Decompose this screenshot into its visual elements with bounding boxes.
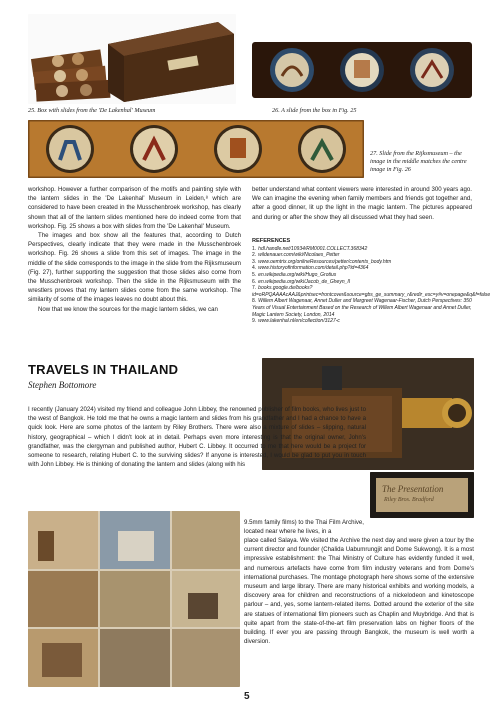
reference-item: 7. books.google.de/books?id=oRPQAAAAcAAJ&printsec=frontcover&source=gbs_ge_summary_r&redir_esc=y#v=onepage&q&f=false — [252, 285, 491, 298]
article1-column-right — [252, 185, 472, 222]
museum-montage-photo — [28, 511, 240, 687]
references-heading: REFERENCES — [252, 238, 291, 244]
reference-item: 2. wildenauer.com/wiki/Nicolaes_Petter — [252, 252, 340, 259]
fig25-box-photo — [28, 14, 236, 104]
fig27-caption: 27. Slide from the Rijksmuseum – the image in the middle matches the centre image in Fig. 26 — [370, 150, 467, 173]
lantern-plate-photo — [370, 472, 474, 518]
reference-item: 5. en.wikipedia.org/wiki/Hugo_Grotius — [252, 271, 337, 278]
page-number: 5 — [244, 691, 250, 702]
plate-line-1: The Presentation — [382, 484, 444, 494]
fig26-slide-photo — [250, 36, 474, 104]
fig25-caption: 25. Box with slides from the 'De Lakenhal' Museum — [28, 107, 156, 114]
reference-item: 4. www.historyofinformation.com/detail.php?id=4364 — [252, 265, 369, 272]
article1-paragraph-3: Now that we know the sources for the magic lantern slides, we can — [38, 305, 218, 313]
references — [252, 238, 491, 325]
reference-item: 3. www.oemtrix.org/onlineResources/petter/contents_body.htm — [252, 258, 392, 265]
fig27-slide-photo — [28, 120, 364, 178]
reference-item: 8. Willem Albert Wagenaar, Annet Duller and Margreet Wagenaar-Fischer, Dutch Perspectives: 350 Years of Visual Entertainment Based on the Research of Willem Albert Wagenaar and Annet Duller, Magic Lantern Society, London, 2014 — [252, 298, 472, 318]
article2-paragraph-1: I recently (January 2024) visited my friend and colleague John Libbey, the renowned publisher of film books, who lives just to the west of Bangkok. He told me that he owns a magic lantern and slides from his grandfather and I had a chance to have a quick look. Here are some photos of the lantern by Riley Brothers. There were also a mixture of slides – slipping, natural history, geographical – which I didn't look at in detail. Perhaps even more interesting is that the original owner, John's grandfather, was the clergyman and published author, Hubert C. Libbey. It occurred to me that here would be a project for someone to research, relating Hubert C. to the surviving slides? If anyone is interested, I would be glad to put you in touch with John Libbey. He is thinking of donating the lantern and slides (along with his — [28, 406, 366, 469]
reference-item: 6. en.wikipedia.org/wiki/Jacob_de_Gheyn_II — [252, 278, 351, 285]
article1-column-left — [28, 185, 241, 314]
article1-paragraph-2: The images and box show all the features that, according to Dutch Perspectives, clearly indicate that they were made in the Musschenbroek workshop. Fig. 26 shows a slide from this set of images. The image in the middle of the slide corresponds to the image in the slide from the Rijksmuseum (Fig. 27), further supporting the suggestion that those slides also come from the Musschenbroek workshop. Then the slide in the Rijksmuseum with the wrestlers proves that my lantern slides come from the same workshop. The similarity of some of the images leaves no doubt about this. — [28, 232, 241, 304]
reference-item: 9. www.lakenhal.nl/en/collection/3127-c — [252, 318, 340, 325]
plate-line-2: Riley Bros. Bradford — [384, 497, 434, 503]
references-list — [252, 245, 491, 325]
article2-paragraph-1-continued: 9.5mm family films) to the Thai Film Archive, located near where he lives, in a — [244, 519, 364, 536]
article2-title: TRAVELS IN THAILAND — [28, 362, 179, 377]
article1-paragraph-4: better understand what content viewers were interested in around 300 years ago. We can imagine the evening when family members and friends got together and, after a good dinner, lit up the light in the magic lantern. The pictures appeared and during or after the show they all discussed what they had seen. — [252, 186, 472, 221]
article2-paragraph-2: place called Salaya. We visited the Archive the next day and were given a tour by the current director and founder (Chalida Uabumrungjit and Dome Sukwong). It is a most impressive establishment: the Thai Ministry of Culture has evidently funded it well, and numerous artefacts have come from film industry veterans and from Dome's international purchases. The montage photograph here shows some of the extensive museum and large library. There are many historical exhibits and working models, a discovery area for children and reconstructions of a nickelodeon and kinetoscope parlour – and, yes, some lantern-related items. Dotted around the exterior of the site are statues of international film pioneers such as Chaplin and Muybridge. And that is quite apart from the state-of-the-art film preservation labs on higher floors of the building. If ever you are passing through Bangkok, the museum is well worth a diversion. — [244, 537, 474, 646]
reference-item: 1. hdl.handle.net/10934/RM0001.COLLECT.368342 — [252, 245, 368, 252]
fig26-caption: 26. A slide from the box in Fig. 25 — [272, 107, 357, 114]
article1-paragraph-1: workshop. However a further comparison of the motifs and painting style with the lantern slides in the 'De Lakenhal' Museum in Leiden,⁸ which are considered to have been created in the Musschenbroek workshop, has clearly shown that all of the lantern slides mentioned here do indeed come from that workshop. Fig. 25 shows a box with slides from the 'De Lakenhal' Museum. — [28, 186, 241, 230]
article2-author: Stephen Bottomore — [28, 380, 97, 390]
